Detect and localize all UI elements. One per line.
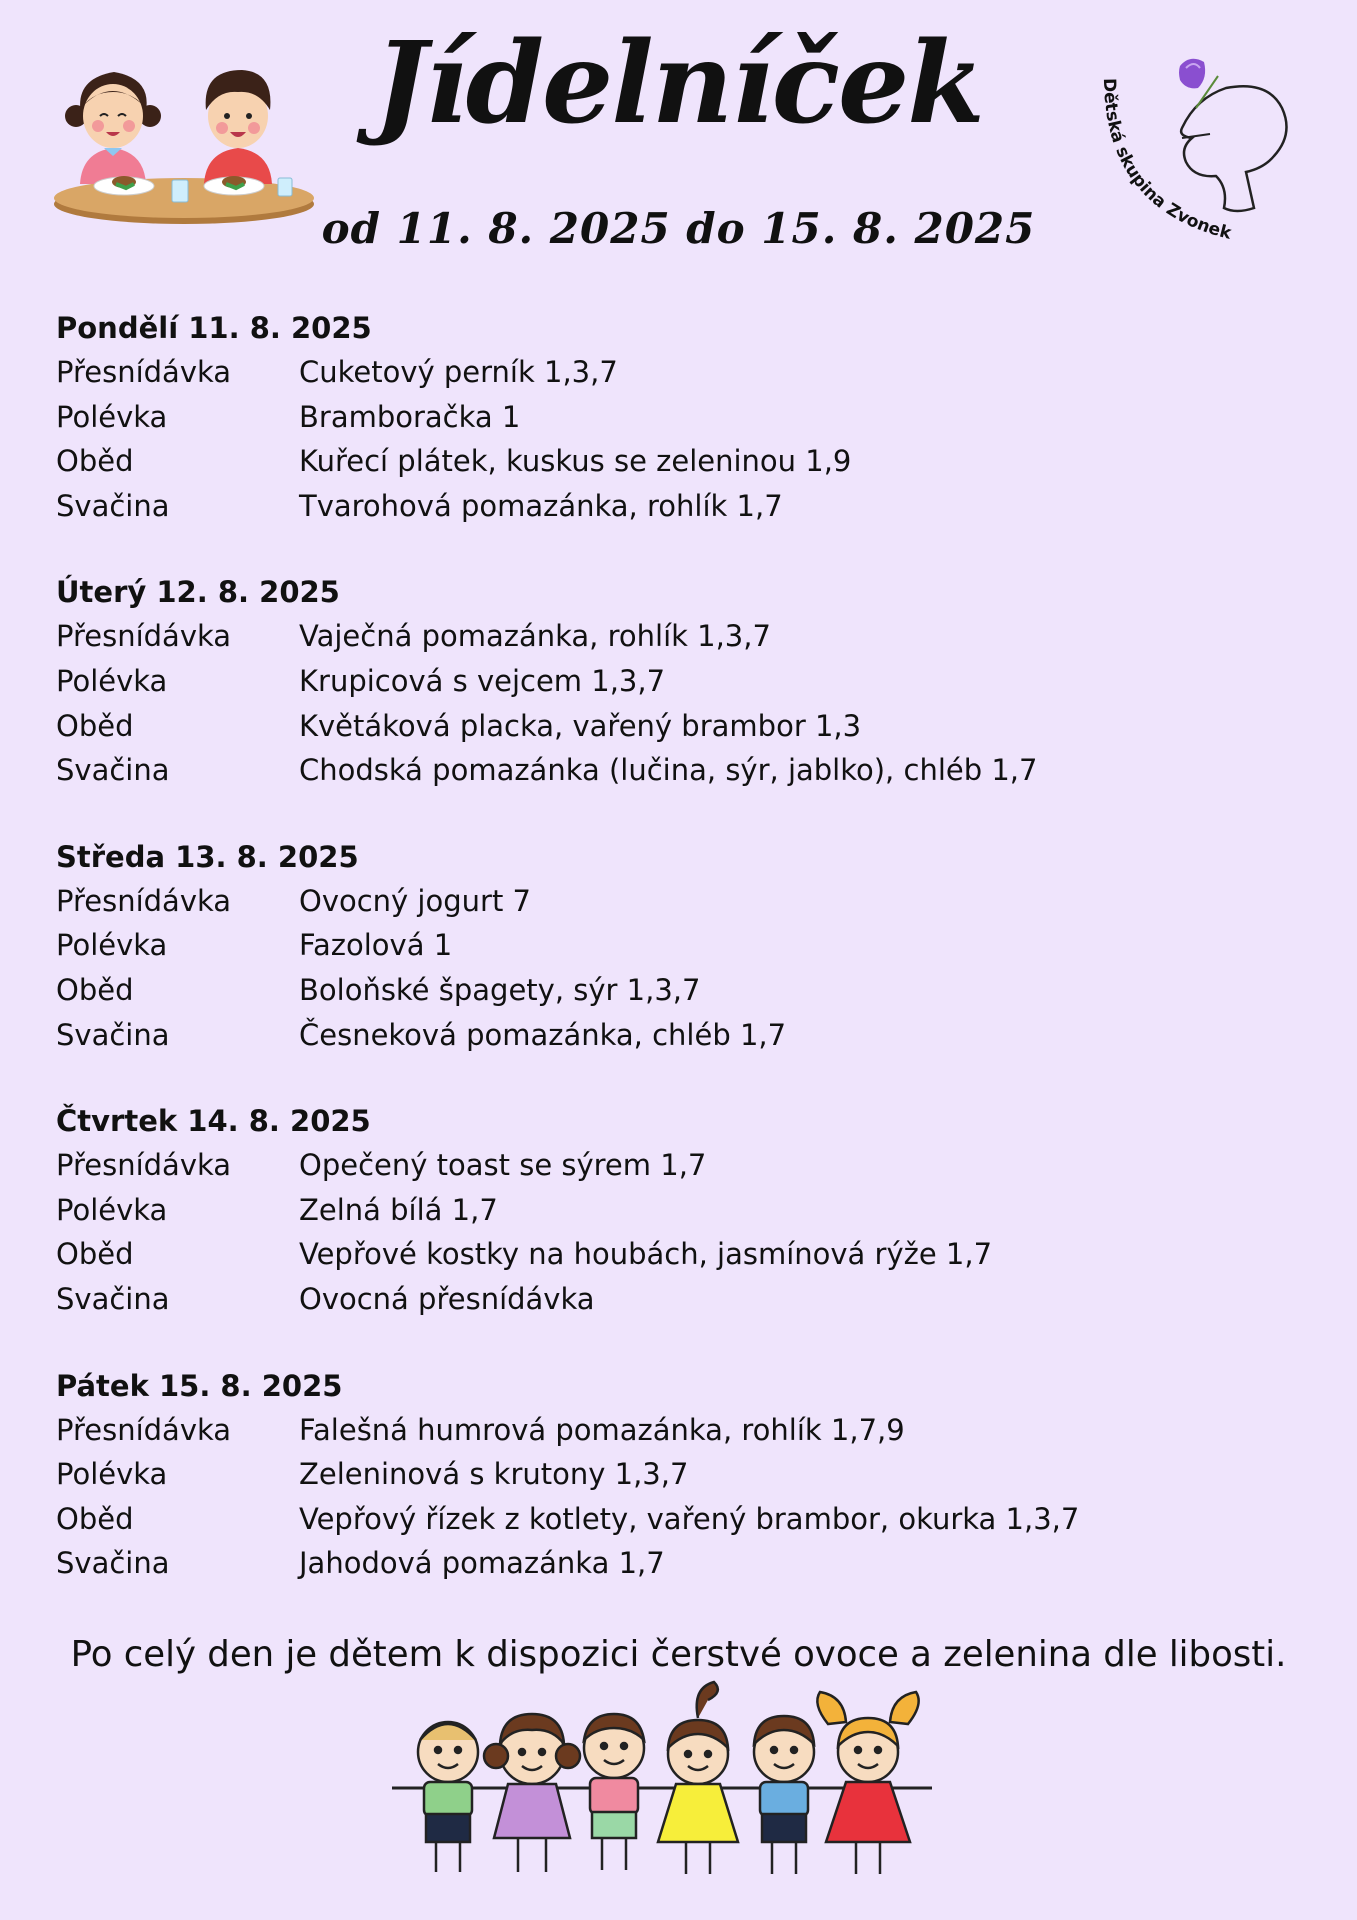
meal-name: Polévka: [56, 1192, 168, 1227]
dish-name: Chodská pomazánka (lučina, sýr, jablko), chléb 1,7: [299, 753, 1038, 788]
meal-row: [56, 439, 1256, 484]
meal-name: Svačina: [56, 1017, 170, 1052]
meal-name: Svačina: [56, 488, 170, 523]
meal-name: Polévka: [56, 928, 168, 963]
meal-name: Oběd: [56, 972, 134, 1007]
meal-name: Polévka: [56, 1457, 168, 1492]
day-heading: Pátek 15. 8. 2025: [56, 1368, 343, 1403]
day-heading: Středa 13. 8. 2025: [56, 839, 359, 874]
meal-row: [56, 614, 1256, 659]
dish-name: Vaječná pomazánka, rohlík 1,3,7: [299, 619, 771, 654]
dish-name: Květáková placka, vařený brambor 1,3: [299, 708, 862, 743]
dish-name: Ovocný jogurt 7: [299, 883, 531, 918]
meal-name: Oběd: [56, 708, 134, 743]
meal-name: Přesnídávka: [56, 355, 232, 389]
dish-name: Tvarohová pomazánka, rohlík 1,7: [299, 488, 783, 523]
meal-name: Přesnídávka: [56, 883, 232, 918]
meal-name: Oběd: [56, 1501, 134, 1536]
menu-day: [56, 1364, 1256, 1586]
meal-row: [56, 350, 1256, 395]
meal-name: Polévka: [56, 663, 168, 698]
dish-name: Falešná humrová pomazánka, rohlík 1,7,9: [299, 1412, 905, 1447]
dish-name: Vepřové kostky na houbách, jasmínová rýže 1,7: [299, 1237, 993, 1272]
dish-name: Boloňské špagety, sýr 1,3,7: [299, 972, 701, 1007]
dish-name: Jahodová pomazánka 1,7: [299, 1546, 665, 1581]
page-title: Jídelníček: [374, 18, 983, 149]
meal-row: [56, 923, 1256, 968]
meal-row: [56, 879, 1256, 924]
meal-row: [56, 1013, 1256, 1058]
dish-name: Fazolová 1: [299, 928, 453, 963]
meal-row: [56, 748, 1256, 793]
meal-name: Oběd: [56, 1237, 134, 1272]
meal-name: Přesnídávka: [56, 619, 232, 654]
weekly-menu: [56, 306, 1256, 1628]
dish-name: Vepřový řízek z kotlety, vařený brambor, okurka 1,3,7: [299, 1501, 1080, 1536]
meal-name: Polévka: [56, 399, 168, 434]
menu-day: [56, 570, 1256, 792]
meal-row: [56, 968, 1256, 1013]
meal-row: [56, 1497, 1256, 1542]
menu-day: [56, 306, 1256, 528]
meal-name: Svačina: [56, 1281, 170, 1316]
day-heading: Úterý 12. 8. 2025: [56, 575, 340, 610]
children-holding-hands-illustration: [392, 1678, 964, 1884]
meal-name: Přesnídávka: [56, 1412, 232, 1447]
meal-name: Svačina: [56, 1546, 170, 1581]
meal-name: Oběd: [56, 444, 134, 479]
dish-name: Ovocná přesnídávka: [299, 1281, 595, 1316]
date-range-subtitle: od 11. 8. 2025 do 15. 8. 2025: [321, 204, 1036, 253]
dish-name: Kuřecí plátek, kuskus se zeleninou 1,9: [299, 444, 852, 479]
meal-row: [56, 704, 1256, 749]
meal-row: [56, 1408, 1256, 1453]
meal-name: Svačina: [56, 753, 170, 788]
meal-row: [56, 395, 1256, 440]
meal-row: [56, 1143, 1256, 1188]
meal-row: [56, 1277, 1256, 1322]
menu-day: [56, 835, 1256, 1057]
dish-name: Opečený toast se sýrem 1,7: [299, 1148, 707, 1183]
dish-name: Cuketový perník 1,3,7: [299, 355, 618, 389]
dish-name: Zelná bílá 1,7: [299, 1192, 498, 1227]
logo-text: Dětská skupina Zvonek: [1098, 77, 1234, 244]
meal-row: [56, 1541, 1256, 1586]
menu-day: [56, 1099, 1256, 1321]
dish-name: Krupicová s vejcem 1,3,7: [299, 663, 666, 698]
bellflower-icon: [1179, 59, 1218, 108]
svg-text:Dětská skupina Zvonek: [1099, 78, 1234, 244]
meal-row: [56, 1232, 1256, 1277]
day-heading: Čtvrtek 14. 8. 2025: [56, 1104, 371, 1139]
meal-row: [56, 484, 1256, 529]
meal-name: Přesnídávka: [56, 1148, 232, 1183]
dish-name: Bramboračka 1: [299, 399, 521, 434]
footer-note: Po celý den je dětem k dispozici čerstvé ovoce a zelenina dle libosti.: [70, 1634, 1287, 1675]
meal-row: [56, 659, 1256, 704]
day-heading: Pondělí 11. 8. 2025: [56, 311, 372, 345]
meal-row: [56, 1452, 1256, 1497]
dish-name: Česneková pomazánka, chléb 1,7: [299, 1017, 787, 1052]
dish-name: Zeleninová s krutony 1,3,7: [299, 1457, 689, 1492]
meal-row: [56, 1188, 1256, 1233]
zvonek-logo: [1086, 38, 1296, 258]
